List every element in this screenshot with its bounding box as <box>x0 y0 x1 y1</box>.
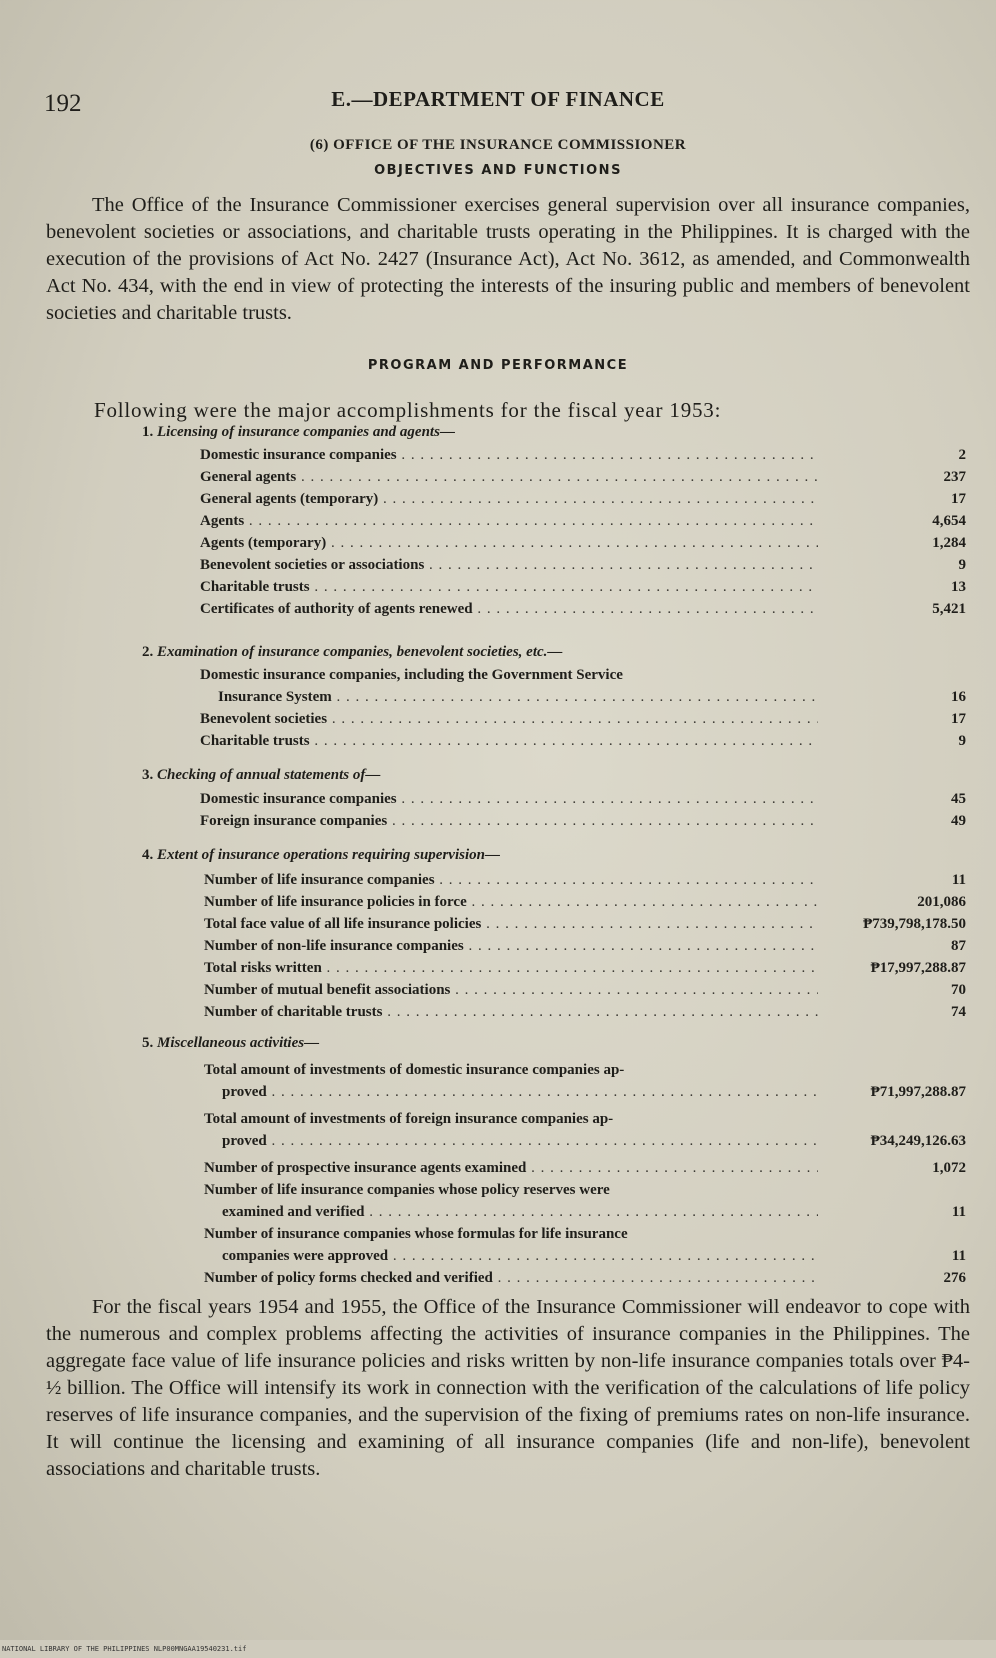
table-row: examined and verified . . . 11 <box>0 1204 996 1226</box>
table-row: proved . . . ₱71,997,288.87 <box>0 1084 996 1106</box>
table-row: Number of mutual benefit associations . . . 70 <box>0 982 996 1004</box>
row-first-line: Domestic insurance companies, including the Government Service <box>200 667 623 683</box>
objectives-paragraph: The Office of the Insurance Commissioner exercises general supervision over all insurance companies, benevolent societies or associations, and charitable trusts operating in the Philippines. It is charged with the execution of the provisions of Act No. 2427 (Insurance Act), Act No. 3612, as amended, and Commonwealth Act No. 434, with the end in view of protecting the interests of the insuring public and members of benevolent societies and charitable trusts. <box>46 194 970 324</box>
lead-sentence: Following were the major accomplishments for the fiscal year 1953: <box>94 398 722 422</box>
table-row: General agents . . . 237 <box>0 469 996 491</box>
section-3-title: 3. Checking of annual statements of— <box>142 767 381 783</box>
row-first-line: Number of life insurance companies whose policy reserves were <box>204 1182 610 1198</box>
table-row: Domestic insurance companies . . . 2 <box>0 447 996 469</box>
table-row: Total risks written . . . ₱17,997,288.87 <box>0 960 996 982</box>
table-row: Number of life insurance companies . . . 11 <box>0 872 996 894</box>
table-row: Number of non-life insurance companies . . . 87 <box>0 938 996 960</box>
scan-footer: NATIONAL LIBRARY OF THE PHILIPPINES NLP00MNGAA19540231.tif <box>0 1640 996 1658</box>
table-row: Benevolent societies . . . 17 <box>0 711 996 733</box>
table-row: Insurance System . . . 16 <box>0 689 996 711</box>
page-number: 192 <box>44 90 82 117</box>
table-row: Agents . . . 4,654 <box>0 513 996 535</box>
program-heading: PROGRAM AND PERFORMANCE <box>367 358 629 373</box>
table-row: Number of policy forms checked and verified . . . 276 <box>0 1270 996 1292</box>
section-1-title: 1. Licensing of insurance companies and agents— <box>142 424 455 440</box>
table-row: proved . . . ₱34,249,126.63 <box>0 1133 996 1155</box>
row-first-line: Number of insurance companies whose formulas for life insurance <box>204 1226 628 1242</box>
section-5-title: 5. Miscellaneous activities— <box>142 1035 320 1051</box>
table-row: Total face value of all life insurance policies . . . ₱739,798,178.50 <box>0 916 996 938</box>
table-row: Foreign insurance companies . . . 49 <box>0 813 996 835</box>
section-4-title: 4. Extent of insurance operations requiring supervision— <box>142 847 500 863</box>
table-row: Agents (temporary) . . . 1,284 <box>0 535 996 557</box>
office-title: (6) OFFICE OF THE INSURANCE COMMISSIONER <box>309 137 687 153</box>
table-row: Benevolent societies or associations . . . 9 <box>0 557 996 579</box>
table-row: Certificates of authority of agents renewed . . . 5,421 <box>0 601 996 623</box>
table-row: Number of prospective insurance agents examined . . . 1,072 <box>0 1160 996 1182</box>
closing-paragraph: For the fiscal years 1954 and 1955, the Office of the Insurance Commissioner will endeavor to cope with the numerous and complex problems affecting the activities of insurance companies in the Philippines. The aggregate face value of life insurance policies and risks written by non-life insurance companies totals over ₱4-½ billion. The Office will intensify its work in connection with the verification of the calculations of life policy reserves of life insurance companies, and the supervision of the fixing of premiums rates on non-life insurance. It will continue the licensing and examining of all insurance companies (life and non-life), benevolent associations and charitable trusts. <box>46 1296 970 1480</box>
table-row: Charitable trusts . . . 9 <box>0 733 996 755</box>
table-row: Number of life insurance policies in force . . . 201,086 <box>0 894 996 916</box>
table-row: General agents (temporary) . . . 17 <box>0 491 996 513</box>
table-row: Domestic insurance companies . . . 45 <box>0 791 996 813</box>
table-row: Charitable trusts . . . 13 <box>0 579 996 601</box>
section-2-title: 2. Examination of insurance companies, benevolent societies, etc.— <box>142 644 563 660</box>
row-first-line: Total amount of investments of foreign insurance companies ap- <box>204 1111 614 1127</box>
table-row: Number of charitable trusts . . . 74 <box>0 1004 996 1026</box>
row-first-line: Total amount of investments of domestic insurance companies ap- <box>204 1062 625 1078</box>
department-title: E.—DEPARTMENT OF FINANCE <box>331 87 665 111</box>
objectives-heading: OBJECTIVES AND FUNCTIONS <box>374 163 622 178</box>
table-row: companies were approved . . . 11 <box>0 1248 996 1270</box>
